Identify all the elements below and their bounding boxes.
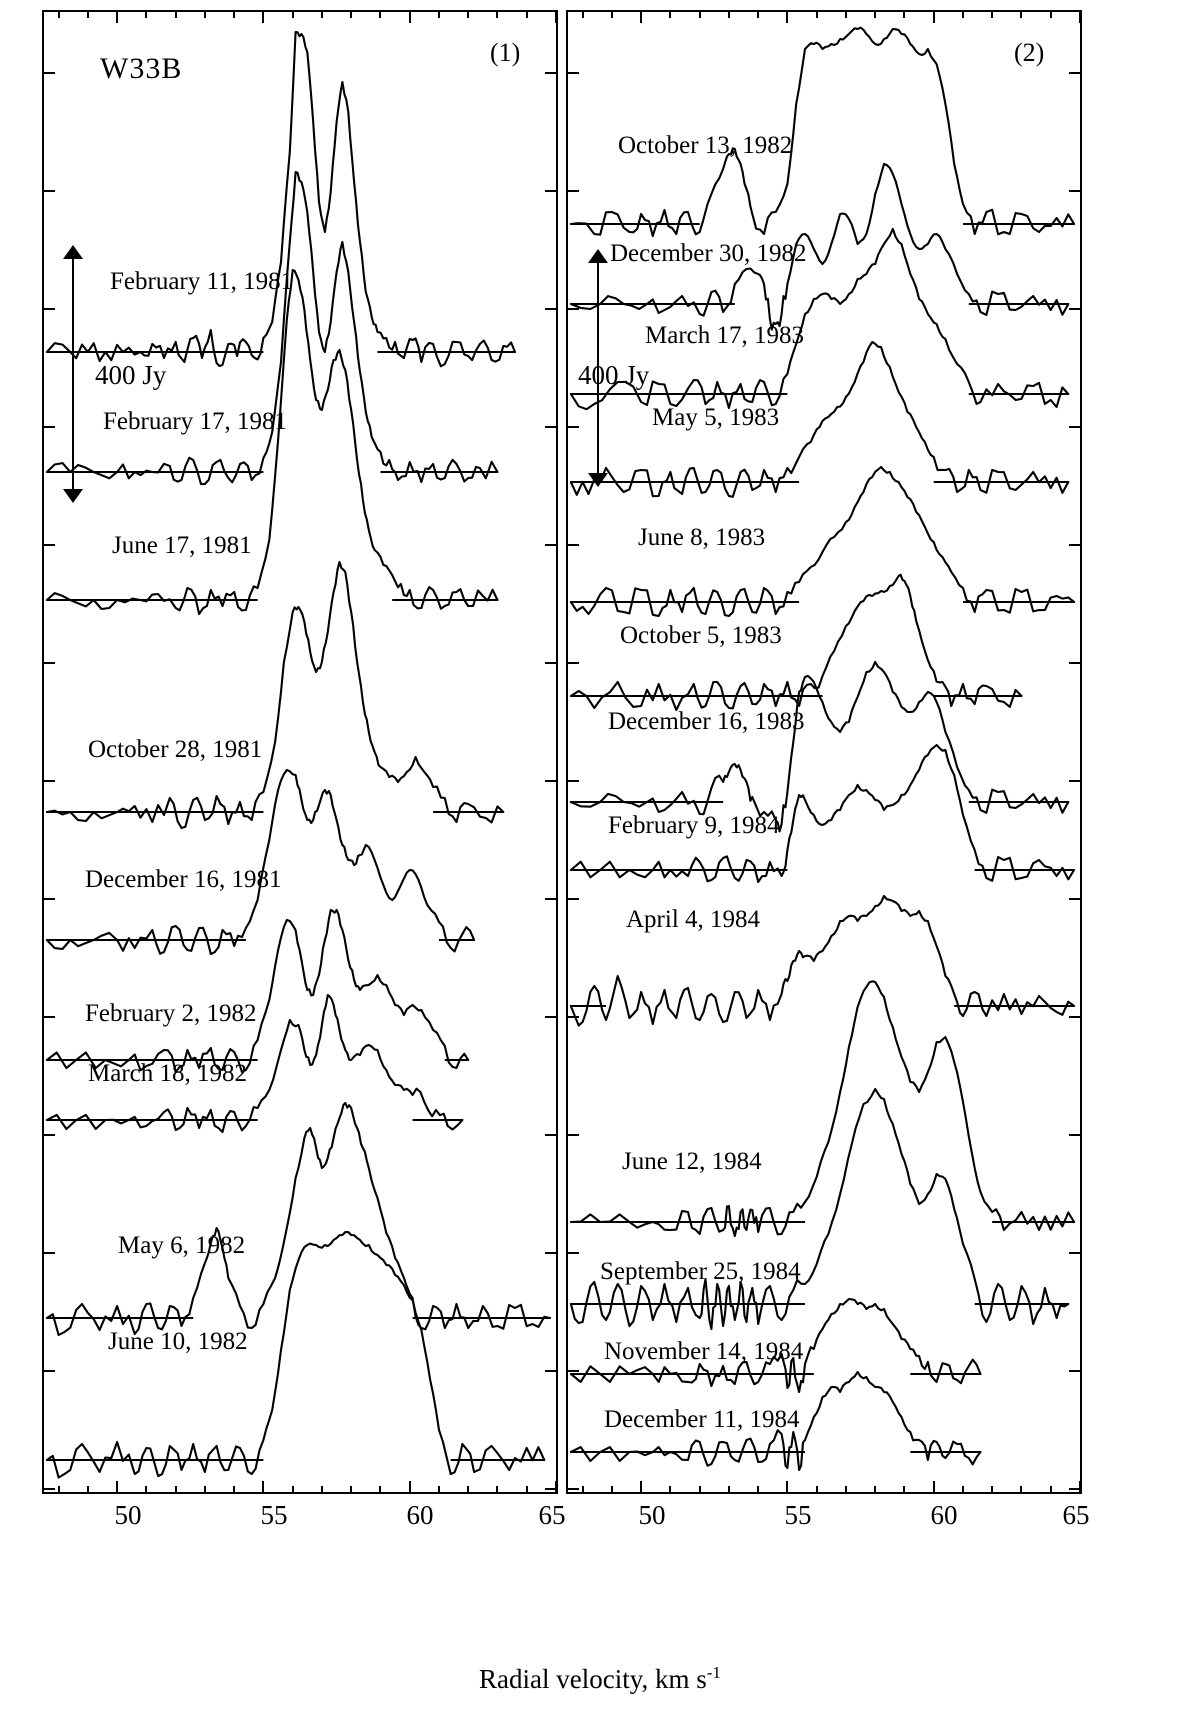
- source-name: W33B: [100, 52, 183, 85]
- spectrum-trace: [47, 172, 498, 484]
- spectrum-label: April 4, 1984: [626, 906, 761, 933]
- spectrum-trace: [47, 1103, 550, 1335]
- x-axis-label-exponent: -1: [706, 1663, 721, 1682]
- xtick-label: 65: [538, 1500, 566, 1530]
- panel-1-id: (1): [490, 38, 521, 67]
- spectrum-label: May 6, 1982: [118, 1232, 246, 1259]
- xtick-label: 55: [260, 1500, 288, 1530]
- spectrum-label: October 28, 1981: [88, 736, 263, 763]
- spectrum-label: February 2, 1982: [85, 1000, 257, 1027]
- spectrum-label: December 11, 1984: [604, 1406, 800, 1433]
- spectrum-label: December 16, 1983: [608, 708, 805, 735]
- spectrum-label: March 18, 1982: [88, 1060, 247, 1087]
- spectrum-label: February 17, 1981: [103, 408, 287, 435]
- spectrum-label: June 17, 1981: [112, 532, 252, 559]
- xtick-label: 65: [1062, 1500, 1090, 1530]
- spectrum-trace: [47, 770, 474, 954]
- spectrum-label: February 11, 1981: [110, 268, 294, 295]
- spectrum-label: December 16, 1981: [85, 866, 282, 893]
- panel-2-id: (2): [1014, 38, 1045, 67]
- spectrum-label: December 30, 1982: [610, 240, 807, 267]
- spectrum-label: October 13, 1982: [618, 132, 793, 159]
- xtick-label: 50: [638, 1500, 666, 1530]
- x-axis-label-text: Radial velocity, km s: [479, 1664, 707, 1694]
- spectrum-label: June 8, 1983: [638, 524, 766, 551]
- spectrum-label: June 12, 1984: [622, 1148, 762, 1175]
- spectrum-label: June 10, 1982: [108, 1328, 248, 1355]
- spectrum-trace: [571, 1089, 1068, 1329]
- spectrum-label: March 17, 1983: [645, 322, 804, 349]
- spectrum-label: October 5, 1983: [620, 622, 782, 649]
- xtick-label: 50: [114, 1500, 142, 1530]
- xtick-label: 60: [930, 1500, 958, 1530]
- xtick-label: 60: [406, 1500, 434, 1530]
- spectrum-label: February 9, 1984: [608, 812, 780, 839]
- xtick-label: 55: [784, 1500, 812, 1530]
- scale-bar-1-label: 400 Jy: [95, 360, 167, 390]
- scale-bar-1: [72, 258, 74, 490]
- spectrum-label: September 25, 1984: [600, 1258, 801, 1285]
- x-axis-label: [0, 1663, 1200, 1695]
- scale-bar-2-label: 400 Jy: [578, 360, 650, 390]
- spectrum-label: November 14, 1984: [604, 1338, 804, 1365]
- spectrum-label: May 5, 1983: [652, 404, 780, 431]
- spectrum-trace: [571, 981, 1074, 1236]
